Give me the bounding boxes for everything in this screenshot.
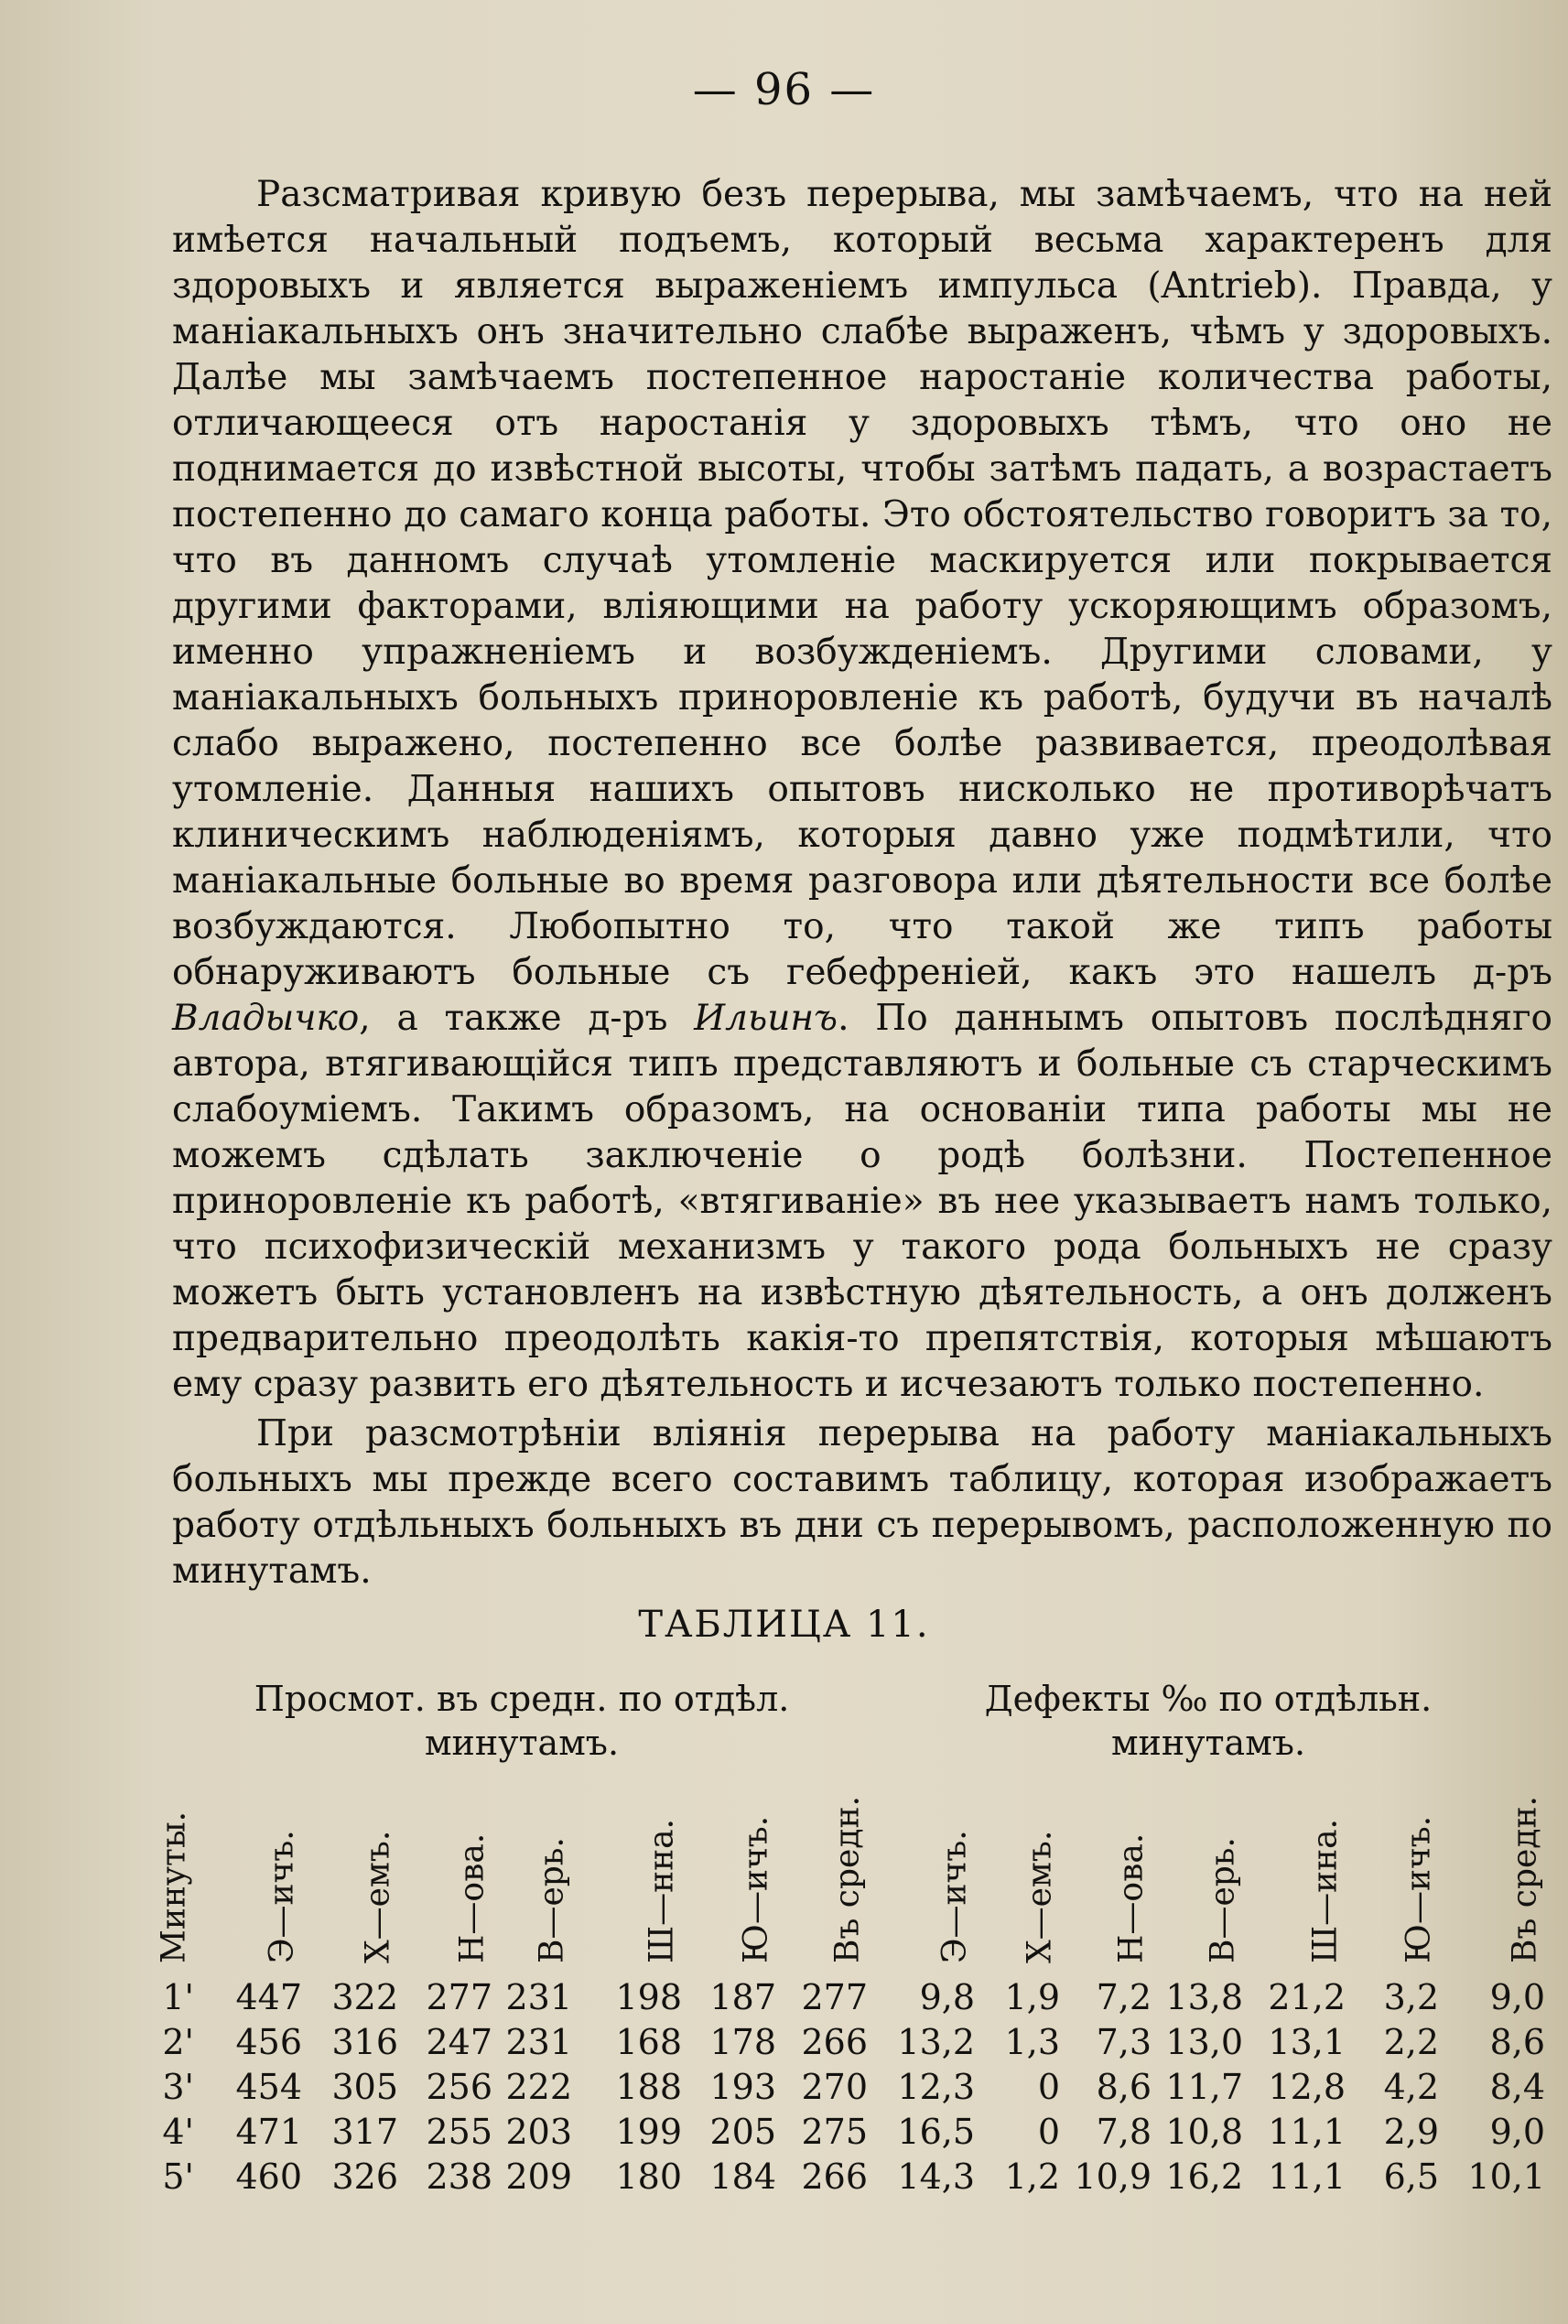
table-cell: 9,0	[1489, 2112, 1545, 2152]
table-group-header-views: Просмот. въ средн. по отдѣл. минутамъ.	[254, 1679, 790, 1763]
table-cell: 13,8	[1165, 1977, 1243, 2017]
table-cell: 13,0	[1165, 2022, 1243, 2062]
table-cell: 2,9	[1383, 2112, 1439, 2152]
table-cell: 2'	[162, 2022, 194, 2062]
column-header: Минуты.	[155, 1811, 193, 1963]
table-cell: 471	[235, 2112, 302, 2152]
table-cell: 5'	[162, 2156, 194, 2197]
author-name-ilyin: Ильинъ	[694, 998, 838, 1039]
table-cell: 14,3	[897, 2156, 975, 2197]
table-cell: 1,9	[1004, 1977, 1060, 2017]
table-cell: 255	[426, 2112, 492, 2152]
table-cell: 1,2	[1004, 2156, 1060, 2197]
table-cell: 199	[615, 2112, 682, 2152]
table-cell: 316	[331, 2022, 398, 2062]
table-cell: 184	[709, 2156, 776, 2197]
table-row	[0, 2022, 1568, 2067]
table-body	[0, 1977, 1568, 2201]
table-cell: 4'	[162, 2112, 194, 2152]
table-cell: 8,6	[1489, 2022, 1545, 2062]
column-header: Х—емъ.	[1021, 1830, 1059, 1963]
column-header: Ш—ина.	[1306, 1819, 1345, 1963]
table-cell: 16,2	[1165, 2156, 1243, 2197]
table-cell: 3'	[162, 2067, 194, 2107]
table-cell: 193	[709, 2067, 776, 2107]
paragraph-1-text: Разсматривая кривую безъ перерыва, мы замѣчаемъ, что на ней имѣется начальный подъемъ, который весьма характеренъ для здоровыхъ и является выраженіемъ импульса (Antrieb). Правда, у маніакальныхъ онъ значительно слабѣе выраженъ, чѣмъ у здоровыхъ. Далѣе мы замѣчаемъ постепенное наростаніе количества работы, отличающееся отъ наростанія у здоровыхъ тѣмъ, что оно не поднимается до извѣстной высоты, чтобы затѣмъ падать, а возрастаетъ постепенно до самаго конца работы. Это обстоятельство говоритъ за то, что въ данномъ случаѣ утомленіе маскируется или покрывается другими факторами, вліяющими на работу ускоряющимъ образомъ, именно упражненіемъ и возбужденіемъ. Другими словами, у маніакальныхъ больныхъ приноровленіе къ работѣ, будучи въ началѣ слабо выражено, постепенно все болѣе развивается, преодолѣвая утомленіе. Данныя нашихъ опытовъ нисколько не противорѣчатъ клиническимъ наблюденіямъ, которыя давно уже подмѣтили, что маніакальные больные во время разговора или дѣятельности все болѣе возбуждаются. Любопытно то, что такой же типъ работы обнаруживаютъ больные съ гебефреніей, какъ это нашелъ д-ръ	[172, 174, 1552, 993]
table-cell: 6,5	[1383, 2156, 1439, 2197]
table-cell: 8,6	[1096, 2067, 1152, 2107]
table-cell: 0	[1037, 2112, 1060, 2152]
paragraph-1-text-end: . По даннымъ опытовъ послѣдняго автора, втягивающійся типъ представляютъ и больные съ старческимъ слабоуміемъ. Такимъ образомъ, на основаніи типа работы мы не можемъ сдѣлать заключеніе о родѣ болѣзни. Постепенное приноровленіе къ работѣ, «втягиваніе» въ нее указываетъ намъ только, что психофизическій механизмъ у такого рода больныхъ не сразу можетъ быть установленъ на извѣстную дѣятельность, а онъ долженъ предварительно преодолѣть какія-то препятствія, которыя мѣшаютъ ему сразу развить его дѣятельность и исчезаютъ только постепенно.	[172, 998, 1552, 1405]
table-cell: 277	[801, 1977, 868, 2017]
table-cell: 187	[709, 1977, 776, 2017]
column-header: Въ средн.	[828, 1796, 867, 1963]
table-cell: 270	[801, 2067, 868, 2107]
table-cell: 8,4	[1489, 2067, 1545, 2107]
column-header: В—ерь.	[1204, 1837, 1242, 1963]
table-cell: 10,9	[1074, 2156, 1152, 2197]
table-cell: 231	[505, 1977, 572, 2017]
column-header: Н—ова.	[453, 1832, 492, 1963]
column-header: Въ средн.	[1506, 1796, 1544, 1963]
table-cell: 456	[235, 2022, 302, 2062]
table-column-headers	[0, 1771, 1568, 1963]
table-cell: 0	[1037, 2067, 1060, 2107]
paragraph-1	[172, 172, 1552, 1408]
table-cell: 180	[615, 2156, 682, 2197]
table-cell: 3,2	[1383, 1977, 1439, 2017]
column-header: Ш—нна.	[643, 1819, 681, 1963]
table-cell: 168	[615, 2022, 682, 2062]
table-cell: 317	[331, 2112, 398, 2152]
table-cell: 247	[426, 2022, 492, 2062]
table-cell: 222	[505, 2067, 572, 2107]
table-cell: 266	[801, 2156, 868, 2197]
column-header: Х—емъ.	[359, 1830, 397, 1963]
table-cell: 13,2	[897, 2022, 975, 2062]
column-header: Э—ичъ.	[263, 1830, 301, 1963]
table-cell: 16,5	[897, 2112, 975, 2152]
table-cell: 9,8	[919, 1977, 975, 2017]
table-cell: 21,2	[1268, 1977, 1346, 2017]
table-cell: 188	[615, 2067, 682, 2107]
table-cell: 9,0	[1489, 1977, 1545, 2017]
table-cell: 326	[331, 2156, 398, 2197]
author-name-vladychko: Владычко	[172, 998, 360, 1039]
column-header: Ю—ичъ.	[1400, 1815, 1438, 1963]
table-cell: 256	[426, 2067, 492, 2107]
table-cell: 12,8	[1268, 2067, 1346, 2107]
table-cell: 12,3	[897, 2067, 975, 2107]
table-cell: 231	[505, 2022, 572, 2062]
column-header: Ю—ичъ.	[737, 1815, 775, 1963]
column-header: В—ерь.	[533, 1837, 571, 1963]
table-cell: 7,3	[1096, 2022, 1152, 2062]
table-row	[0, 2112, 1568, 2156]
table-cell: 275	[801, 2112, 868, 2152]
table-cell: 1'	[162, 1977, 194, 2017]
table-cell: 13,1	[1268, 2022, 1346, 2062]
table-row	[0, 2067, 1568, 2112]
table-cell: 178	[709, 2022, 776, 2062]
table-cell: 305	[331, 2067, 398, 2107]
table-cell: 205	[709, 2112, 776, 2152]
column-header: Э—ичъ.	[935, 1830, 974, 1963]
paragraph-2: При разсмотрѣніи вліянія перерыва на работу маніакальныхъ больныхъ мы прежде всего составимъ таблицу, которая изображаетъ работу отдѣльныхъ больныхъ въ дни съ перерывомъ, расположенную по минутамъ.	[172, 1413, 1552, 1592]
table-cell: 2,2	[1383, 2022, 1439, 2062]
column-header: Н—ова.	[1112, 1832, 1151, 1963]
table-cell: 4,2	[1383, 2067, 1439, 2107]
table-cell: 10,1	[1467, 2156, 1545, 2197]
table-cell: 7,8	[1096, 2112, 1152, 2152]
table-cell: 454	[235, 2067, 302, 2107]
page-number: — 96 —	[692, 64, 876, 115]
table-cell: 209	[505, 2156, 572, 2197]
table-cell: 11,1	[1268, 2112, 1346, 2152]
paragraph-1-text-mid: , а также д-ръ	[359, 998, 695, 1039]
table-cell: 277	[426, 1977, 492, 2017]
table-cell: 238	[426, 2156, 492, 2197]
table-title: ТАБЛИЦА 11.	[638, 1604, 930, 1646]
table-group-header-defects: Дефекты ‰ по отдѣльн. минутамъ.	[984, 1679, 1433, 1763]
table-cell: 11,7	[1165, 2067, 1243, 2107]
table-cell: 1,3	[1004, 2022, 1060, 2062]
table-cell: 11,1	[1268, 2156, 1346, 2197]
table-cell: 203	[505, 2112, 572, 2152]
table-cell: 7,2	[1096, 1977, 1152, 2017]
table-row	[0, 1977, 1568, 2022]
table-row	[0, 2156, 1568, 2201]
table-cell: 447	[235, 1977, 302, 2017]
table-cell: 460	[235, 2156, 302, 2197]
table-cell: 266	[801, 2022, 868, 2062]
table-cell: 198	[615, 1977, 682, 2017]
table-cell: 10,8	[1165, 2112, 1243, 2152]
table-cell: 322	[331, 1977, 398, 2017]
body-text	[172, 172, 1552, 1594]
